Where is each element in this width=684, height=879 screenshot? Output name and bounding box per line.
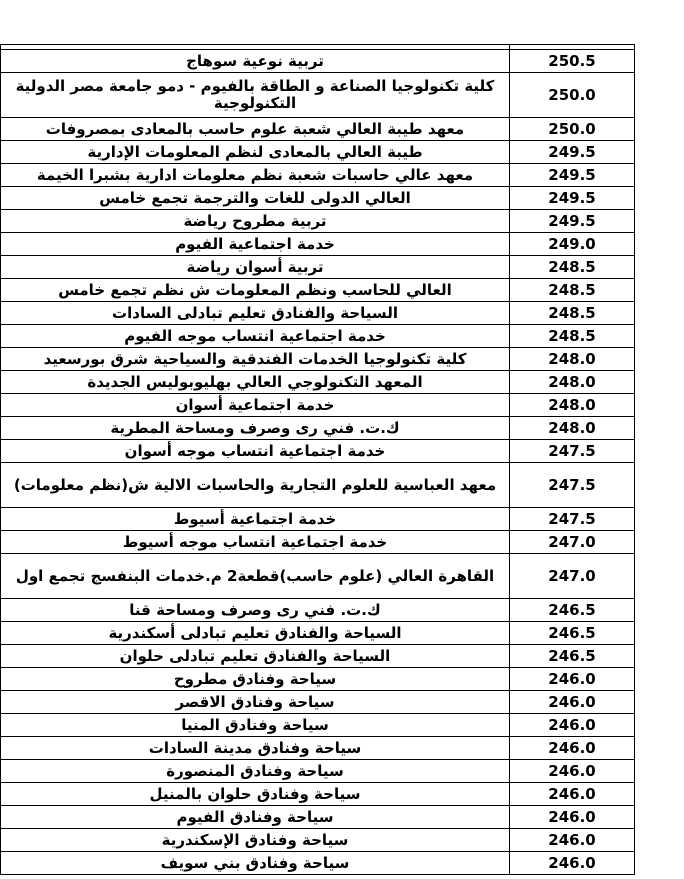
cutoff-score: 248.0	[510, 394, 635, 417]
table-row	[1, 187, 635, 210]
table-row	[1, 73, 635, 118]
cutoff-score: 248.0	[510, 417, 635, 440]
table-row	[1, 714, 635, 737]
institute-name: معهد طيبة العالي شعبة علوم حاسب بالمعادى بمصروفات	[1, 118, 510, 141]
institute-name: سياحة وفنادق المنيا	[1, 714, 510, 737]
cutoff-score: 248.0	[510, 371, 635, 394]
institute-name: خدمة اجتماعية أسوان	[1, 394, 510, 417]
table-row	[1, 554, 635, 599]
institute-name: سياحة وفنادق المنصورة	[1, 760, 510, 783]
cutoff-score: 248.5	[510, 302, 635, 325]
cutoff-score: 246.0	[510, 760, 635, 783]
table-row	[1, 737, 635, 760]
institute-name: تربية أسوان رياضة	[1, 256, 510, 279]
institute-name: ك.ت. فني رى وصرف ومساحة المطرية	[1, 417, 510, 440]
cutoff-score: 250.5	[510, 50, 635, 73]
institute-name: العالي الدولى للغات والترجمة تجمع خامس	[1, 187, 510, 210]
institute-name: تربية نوعية سوهاج	[1, 50, 510, 73]
cutoff-score: 246.0	[510, 691, 635, 714]
table-row	[1, 371, 635, 394]
cutoff-score: 249.5	[510, 187, 635, 210]
institute-name: السياحة والفنادق تعليم تبادلى حلوان	[1, 645, 510, 668]
cutoff-score: 248.5	[510, 256, 635, 279]
institute-name: المعهد التكنولوجي العالي بهليوبوليس الجديدة	[1, 371, 510, 394]
cutoff-score: 250.0	[510, 118, 635, 141]
table-row	[1, 325, 635, 348]
table-row	[1, 118, 635, 141]
cutoff-score: 247.5	[510, 440, 635, 463]
table-row	[1, 691, 635, 714]
cutoff-score: 247.5	[510, 508, 635, 531]
cutoff-score: 246.0	[510, 829, 635, 852]
table-row	[1, 440, 635, 463]
cutoff-score: 249.5	[510, 141, 635, 164]
institute-name: سياحة وفنادق الاقصر	[1, 691, 510, 714]
institute-name: سياحة وفنادق الفيوم	[1, 806, 510, 829]
table-row	[1, 233, 635, 256]
institute-name: سياحة وفنادق بني سويف	[1, 852, 510, 875]
institute-name: خدمة اجتماعية انتساب موجه أسوان	[1, 440, 510, 463]
table-row	[1, 783, 635, 806]
table-row	[1, 279, 635, 302]
cutoff-score: 250.0	[510, 73, 635, 118]
table-row	[1, 141, 635, 164]
table-row	[1, 348, 635, 371]
table-row	[1, 806, 635, 829]
institute-name: السياحة والفنادق تعليم تبادلى أسكندرية	[1, 622, 510, 645]
cutoff-score: 247.0	[510, 554, 635, 599]
cutoff-score: 248.5	[510, 325, 635, 348]
institute-name: السياحة والفنادق تعليم تبادلى السادات	[1, 302, 510, 325]
table-row	[1, 645, 635, 668]
table-row	[1, 463, 635, 508]
institute-name: سياحة وفنادق حلوان بالمنيل	[1, 783, 510, 806]
institute-name: خدمة اجتماعية أسيوط	[1, 508, 510, 531]
table-row	[1, 256, 635, 279]
table-row	[1, 531, 635, 554]
cutoff-score: 247.0	[510, 531, 635, 554]
cutoff-score: 248.0	[510, 348, 635, 371]
cutoff-score: 249.0	[510, 233, 635, 256]
cutoff-score: 246.0	[510, 668, 635, 691]
institute-name: سياحة وفنادق مطروح	[1, 668, 510, 691]
table-row	[1, 210, 635, 233]
table-row	[1, 508, 635, 531]
cutoff-score: 246.0	[510, 806, 635, 829]
institute-name: تربية مطروح رياضة	[1, 210, 510, 233]
table-row	[1, 668, 635, 691]
cutoff-score: 246.5	[510, 622, 635, 645]
cutoff-score: 246.5	[510, 645, 635, 668]
cutoff-score: 246.0	[510, 737, 635, 760]
table-row	[1, 599, 635, 622]
table-row	[1, 852, 635, 875]
institute-name: خدمة اجتماعية الفيوم	[1, 233, 510, 256]
table-row	[1, 394, 635, 417]
cutoff-score: 248.5	[510, 279, 635, 302]
institute-name: خدمة اجتماعية انتساب موجه أسيوط	[1, 531, 510, 554]
cutoff-score: 249.5	[510, 164, 635, 187]
table-row	[1, 302, 635, 325]
table-row	[1, 164, 635, 187]
institute-name: خدمة اجتماعية انتساب موجه الفيوم	[1, 325, 510, 348]
institute-name: العالي للحاسب ونظم المعلومات ش نظم تجمع خامس	[1, 279, 510, 302]
cutoff-score: 246.0	[510, 783, 635, 806]
cutoff-score: 246.0	[510, 852, 635, 875]
institute-name: سياحة وفنادق مدينة السادات	[1, 737, 510, 760]
table-row	[1, 50, 635, 73]
institute-name: معهد عالي حاسبات شعبة نظم معلومات ادارية بشبرا الخيمة	[1, 164, 510, 187]
table-row	[1, 417, 635, 440]
cutoff-score: 247.5	[510, 463, 635, 508]
table-row	[1, 622, 635, 645]
cutoff-scores-table	[0, 44, 635, 875]
cutoff-score: 246.0	[510, 714, 635, 737]
table-row	[1, 760, 635, 783]
cutoff-score: 249.5	[510, 210, 635, 233]
cutoff-score: 246.5	[510, 599, 635, 622]
institute-name: طيبة العالي بالمعادى لنظم المعلومات الإدارية	[1, 141, 510, 164]
institute-name: ك.ت. فني رى وصرف ومساحة قنا	[1, 599, 510, 622]
table-row	[1, 829, 635, 852]
institute-name: معهد العباسية للعلوم التجارية والحاسبات الالية ش(نظم معلومات)	[1, 463, 510, 508]
institute-name: القاهرة العالي (علوم حاسب)قطعة2 م.خدمات البنفسج تجمع اول	[1, 554, 510, 599]
institute-name: كلية تكنولوجيا الخدمات الفندقية والسياحية شرق بورسعيد	[1, 348, 510, 371]
institute-name: كلية تكنولوجيا الصناعة و الطاقة بالفيوم - دمو جامعة مصر الدولية التكنولوجية	[1, 73, 510, 118]
institute-name: سياحة وفنادق الإسكندرية	[1, 829, 510, 852]
